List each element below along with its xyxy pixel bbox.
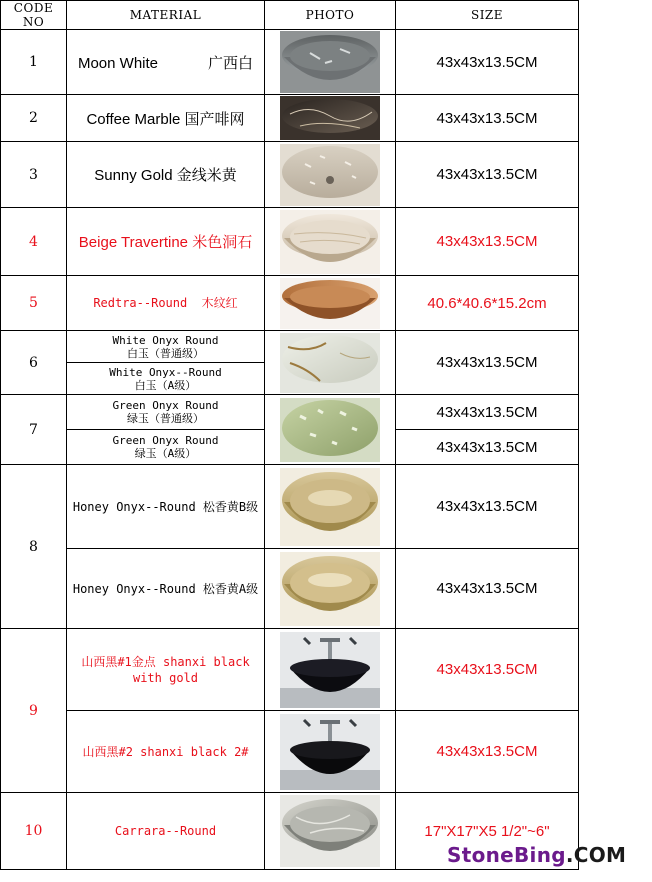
table-row [1, 95, 579, 142]
table-row [1, 208, 579, 276]
photo-cell [265, 331, 396, 395]
brand-suffix: .COM [565, 843, 627, 867]
green-onyx-bowl-image [280, 398, 380, 462]
brand-name: StoneBing [447, 843, 566, 867]
photo-cell [265, 276, 396, 331]
code-cell: 4 [1, 208, 67, 276]
code-cell: 7 [1, 395, 67, 465]
photo-cell [265, 549, 396, 629]
material-cell [67, 395, 265, 430]
code-cell: 1 [1, 30, 67, 95]
material-line-1: White Onyx Round [112, 333, 219, 347]
material-cell: Carrara--Round [67, 793, 265, 870]
photo-cell [265, 629, 396, 711]
honey-onyx-b-bowl-image [280, 468, 380, 546]
table-row [1, 465, 579, 549]
shanxi-black-gold-sink-image [280, 632, 380, 708]
material-line-2: 白玉（普通级） [127, 346, 204, 360]
photo-cell [265, 208, 396, 276]
size-cell: 43x43x13.5CM [396, 549, 579, 629]
material-cell: 山西黑#1金点 shanxi black with gold [67, 629, 265, 711]
size-cell: 43x43x13.5CM [396, 465, 579, 549]
material-cell: Honey Onyx--Round 松香黄A级 [67, 549, 265, 629]
material-cell: 山西黑#2 shanxi black 2# [67, 711, 265, 793]
photo-cell [265, 95, 396, 142]
code-cell: 2 [1, 95, 67, 142]
header-row [1, 1, 579, 30]
photo-cell [265, 793, 396, 870]
photo-cell [265, 395, 396, 465]
size-cell: 43x43x13.5CM [396, 142, 579, 208]
carrara-bowl-image [280, 795, 380, 867]
material-cell: Coffee Marble 国产啡网 [67, 95, 265, 142]
material-line-2: 白玉（A级） [134, 378, 197, 392]
material-cell [67, 363, 265, 395]
code-cell: 6 [1, 331, 67, 395]
moon-white-bowl-image [280, 31, 380, 93]
table-row [1, 549, 579, 629]
material-line-2: 绿玉（普通级） [127, 412, 204, 425]
material-line-2: 绿玉（A级） [134, 447, 197, 460]
size-cell: 43x43x13.5CM [396, 331, 579, 395]
material-line-1: White Onyx--Round [109, 365, 222, 379]
photo-cell [265, 711, 396, 793]
material-cell: Honey Onyx--Round 松香黄B级 [67, 465, 265, 549]
material-cell: Redtra--Round 木纹红 [67, 276, 265, 331]
material-line-1: Green Onyx Round [112, 399, 219, 412]
photo-cell [265, 142, 396, 208]
photo-cell [265, 30, 396, 95]
white-onyx-bowl-image [280, 333, 380, 393]
code-cell: 5 [1, 276, 67, 331]
header-size: SIZE [396, 1, 579, 30]
size-cell: 43x43x13.5CM [396, 629, 579, 711]
material-cell: Moon White 广西白 [67, 30, 265, 95]
size-cell: 43x43x13.5CM [396, 395, 579, 430]
header-code: CODE NO [1, 1, 67, 30]
table-row [1, 711, 579, 793]
header-material: MATERIAL [67, 1, 265, 30]
size-cell: 43x43x13.5CM [396, 30, 579, 95]
code-cell: 3 [1, 142, 67, 208]
table-row [1, 395, 579, 430]
code-cell: 9 [1, 629, 67, 793]
code-cell: 8 [1, 465, 67, 629]
size-cell: 43x43x13.5CM [396, 95, 579, 142]
material-line-1: Green Onyx Round [112, 434, 219, 447]
brand-logo [447, 843, 626, 867]
honey-onyx-a-bowl-image [280, 552, 380, 626]
material-cell: Beige Travertine 米色洞石 [67, 208, 265, 276]
coffee-marble-bowl-image [280, 96, 380, 140]
size-cell: 43x43x13.5CM [396, 711, 579, 793]
table-row [1, 30, 579, 95]
beige-travertine-bowl-image [280, 210, 380, 274]
code-cell: 10 [1, 793, 67, 870]
redtra-bowl-image [280, 278, 380, 329]
header-photo: PHOTO [265, 1, 396, 30]
material-cell [67, 430, 265, 465]
material-cell: Sunny Gold 金线米黄 [67, 142, 265, 208]
material-cell [67, 331, 265, 363]
table-row [1, 331, 579, 363]
shanxi-black-sink-image [280, 714, 380, 790]
size-cell: 40.6*40.6*15.2cm [396, 276, 579, 331]
size-cell: 43x43x13.5CM [396, 430, 579, 465]
table-row [1, 142, 579, 208]
sunny-gold-bowl-image [280, 144, 380, 206]
photo-cell [265, 465, 396, 549]
size-cell: 17"X17"X5 1/2"~6" [396, 793, 579, 870]
table-row [1, 276, 579, 331]
table-row [1, 629, 579, 711]
size-cell: 43x43x13.5CM [396, 208, 579, 276]
